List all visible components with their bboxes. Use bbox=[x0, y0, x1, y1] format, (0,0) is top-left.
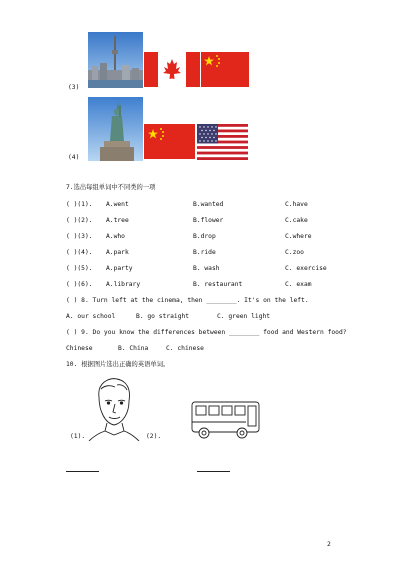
q7-row-2-b: B.flower bbox=[193, 217, 224, 224]
q7-row-3-bracket: ( )(3). bbox=[66, 233, 93, 240]
bus-drawing bbox=[188, 400, 263, 440]
canada-flag bbox=[144, 52, 200, 87]
q7-row-2-bracket: ( )(2). bbox=[66, 217, 93, 224]
q7-row-6-c: C. exam bbox=[285, 281, 312, 288]
q7-row-2-a: A.tree bbox=[106, 217, 129, 224]
q7-row-6-bracket: ( )(6). bbox=[66, 281, 93, 288]
q7-row-3-a: A.who bbox=[106, 233, 125, 240]
q10-title: 10. 根据图片选出正确的英语单词。 bbox=[66, 361, 170, 368]
man-portrait-drawing bbox=[85, 375, 140, 441]
q9-option-c: C. chinese bbox=[166, 345, 204, 352]
statue-of-liberty-photo bbox=[88, 97, 143, 161]
q7-row-5-a: A.party bbox=[106, 265, 133, 272]
q7-row-1-c: C.have bbox=[285, 201, 308, 208]
q8-option-a: A. our school bbox=[66, 313, 116, 320]
row3-label: (3) bbox=[68, 84, 80, 91]
q9-option-b: B. China bbox=[118, 345, 149, 352]
usa-flag bbox=[197, 124, 248, 160]
china-flag-2 bbox=[144, 124, 195, 159]
q7-row-1-a: A.went bbox=[106, 201, 129, 208]
q7-row-4-b: B.ride bbox=[193, 249, 216, 256]
q10-label-2: (2). bbox=[146, 433, 162, 440]
q7-row-4-c: C.zoo bbox=[285, 249, 304, 256]
q7-row-6-a: A.library bbox=[106, 281, 141, 288]
q7-row-3-c: C.where bbox=[285, 233, 312, 240]
q7-row-4-a: A.park bbox=[106, 249, 129, 256]
toronto-skyline-photo bbox=[88, 32, 143, 88]
q7-title: 7.选出每组单词中不同类的一项 bbox=[66, 184, 156, 191]
q8-option-c: C. green light bbox=[217, 313, 271, 320]
q9-question: ( ) 9. Do you know the differences between ________ food and Western food? bbox=[66, 329, 347, 336]
q7-row-2-c: C.cake bbox=[285, 217, 308, 224]
q7-row-6-b: B. restaurant bbox=[193, 281, 243, 288]
q7-row-5-b: B. wash bbox=[193, 265, 220, 272]
q8-option-b: B. go straight bbox=[136, 313, 190, 320]
q8-question: ( ) 8. Turn left at the cinema, then ________. It's on the left. bbox=[66, 297, 309, 304]
q7-row-1-b: B.wanted bbox=[193, 201, 224, 208]
q7-row-4-bracket: ( )(4). bbox=[66, 249, 93, 256]
row4-label: (4) bbox=[68, 154, 80, 161]
q10-answer-line-1[interactable] bbox=[66, 471, 99, 472]
q7-row-5-bracket: ( )(5). bbox=[66, 265, 93, 272]
q7-row-1-bracket: ( )(1). bbox=[66, 201, 93, 208]
q10-answer-line-2[interactable] bbox=[197, 471, 230, 472]
page-number: 2 bbox=[327, 541, 331, 548]
q7-row-5-c: C. exercise bbox=[285, 265, 327, 272]
q9-option-a: Chinese bbox=[66, 345, 93, 352]
q10-label-1: (1). bbox=[70, 433, 86, 440]
china-flag bbox=[201, 52, 249, 87]
q7-row-3-b: B.drop bbox=[193, 233, 216, 240]
